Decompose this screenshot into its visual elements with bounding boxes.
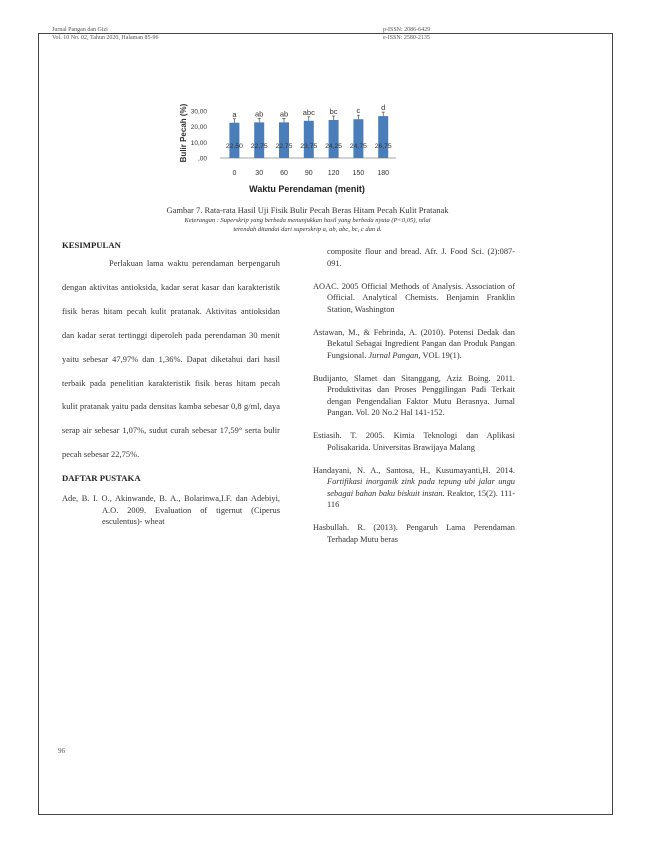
bar-value-label: 22,50 <box>225 143 243 150</box>
figure-note <box>85 216 530 234</box>
y-axis-label: Bulir Pecah (%) <box>179 103 188 163</box>
bar-value-label: 26,75 <box>374 143 392 150</box>
bar <box>229 123 239 158</box>
reference-astawan-text: Astawan, M., & Febrinda, A. (2010). Potensi Dedak dan Bekatul Sebagai Ingredient Pangan dan Produk Pangan Fungsional. <box>313 327 515 360</box>
bar <box>353 119 363 158</box>
significance-letter: ab <box>279 109 289 119</box>
x-axis-label: Waktu Perendaman (menit) <box>249 184 365 194</box>
daftar-pustaka-heading: DAFTAR PUSTAKA <box>62 473 141 484</box>
right-column <box>313 238 515 557</box>
journal-header-right <box>383 26 430 42</box>
y-tick-label: 20,00 <box>190 124 207 132</box>
journal-eissn: e-ISSN: 2580-2135 <box>383 35 430 41</box>
significance-letter: abc <box>302 107 315 117</box>
figure-caption <box>85 205 530 234</box>
journal-header-left <box>52 26 159 42</box>
bar <box>254 122 264 158</box>
y-tick-label: ,00 <box>197 155 207 163</box>
significance-letter: bc <box>329 107 338 117</box>
x-tick-label: 0 <box>232 170 237 177</box>
x-tick-label: 60 <box>280 170 288 177</box>
bar-value-label: 23,75 <box>300 143 318 150</box>
bar-value-label: 22,75 <box>250 143 268 150</box>
bar <box>329 120 339 158</box>
reference-hasbullah: Hasbullah. R. (2013). Pengaruh Lama Perendaman Terhadap Mutu beras <box>313 523 515 544</box>
y-tick-label: 30,00 <box>190 108 207 116</box>
bar-value-label: 24,25 <box>325 143 343 150</box>
page-number: 96 <box>58 747 65 755</box>
bar-chart <box>173 95 398 195</box>
x-tick-label: 180 <box>377 170 390 177</box>
x-tick-label: 120 <box>327 170 340 177</box>
bar-value-label: 24,75 <box>349 143 367 150</box>
kesimpulan-paragraph: Perlakuan lama waktu perendaman berpengaruh dengan aktivitas antioksida, kadar serat kasar dan karakteristik fisik beras hitam pecah kulit pratanak. Aktivitas antioksidan dan kadar serat tertinggi diperoleh pada perendaman 30 menit yaitu sebesar 47,97% dan 1,36%. Dapat diketahui dari hasil terbaik pada penelitian karakteristik fisik beras hitam pecah kulit pratanak yaitu pada densitas kamba sebesar 0,8 g/ml, daya serap air sebesar 1,07%, sudut curah sebesar 17,59° serta bulir pecah sebesar 22,75%. <box>62 259 280 460</box>
x-tick-label: 90 <box>304 170 313 177</box>
journal-name: Jurnal Pangan dan Gizi <box>52 27 108 33</box>
reference-astawan-journal: Jurnal Pangan <box>368 350 419 360</box>
reference-handayani-authors: Handayani, N. A., Santosa, H., Kusumayanti,H. 2014. <box>313 465 515 475</box>
bar <box>378 116 388 158</box>
reference-ade: Ade, B. I. O., Akinwande, B. A., Bolarinwa,I.F. dan Adebiyi, A.O. 2009. Evaluation of tigernut (Ciperus esculentus)- wheat <box>62 494 280 527</box>
figure-note-line: Keterangan : Superskrip yang berbeda menunjukkan hasil yang berbeda nyata (P<0,05), nilai <box>184 217 431 224</box>
bar <box>279 122 289 158</box>
significance-letter: a <box>232 109 237 119</box>
x-tick-label: 30 <box>255 170 264 177</box>
kesimpulan-heading: KESIMPULAN <box>62 240 121 250</box>
reference-astawan <box>313 327 515 362</box>
x-tick-label: 150 <box>352 170 365 177</box>
significance-letter: ab <box>255 109 264 119</box>
figure-note-line: terendah ditandai dari superskrip a, ab, abc, bc, c dan d. <box>233 226 382 233</box>
significance-letter: d <box>381 103 386 113</box>
reference-budijanto: Budijanto, Slamet dan Sitanggang, Aziz Boing. 2011. Produktivitas dan Proses Penggilingan Padi Terkait dengan Pengendalian Faktor Mutu Berasnya. Jurnal Pangan. Vol. 20 No.2 Hal 141-152. <box>313 373 515 418</box>
journal-pissn: p-ISSN: 2086-6429 <box>383 27 431 33</box>
reference-ade-continued: composite flour and bread. Afr. J. Food Sci. (2):087-091. <box>327 247 515 268</box>
reference-handayani <box>313 465 515 511</box>
bar <box>304 121 314 158</box>
reference-astawan-volume: , VOL 19(1). <box>418 350 462 360</box>
reference-handayani-source: Reaktor, 15(2). 111-116 <box>327 488 516 510</box>
journal-volume: Vol. 10 No. 02, Tahun 2020, Halaman 85-96 <box>52 35 159 41</box>
bar-value-label: 22,75 <box>275 143 293 150</box>
left-column <box>62 240 280 528</box>
y-tick-label: 10,00 <box>190 139 207 147</box>
reference-estiasih: Estiasih. T. 2005. Kimia Teknologi dan Aplikasi Polisakarida. Universitas Brawijaya Malang <box>313 431 515 452</box>
significance-letter: c <box>356 106 361 116</box>
figure-title: Gambar 7. Rata-rata Hasil Uji Fisik Bulir Pecah Beras Hitam Pecah Kulit Pratanak <box>166 205 449 215</box>
reference-handayani-title: Fortifikasi inorganik zink pada tepung ubi jalar ungu sebagai bahan baku biskuit instan. <box>327 477 515 498</box>
reference-aoac: AOAC. 2005 Official Methods of Analysis. Association of Official. Analytical Chemists. Benjamin Franklin Station, Washington <box>313 281 515 314</box>
